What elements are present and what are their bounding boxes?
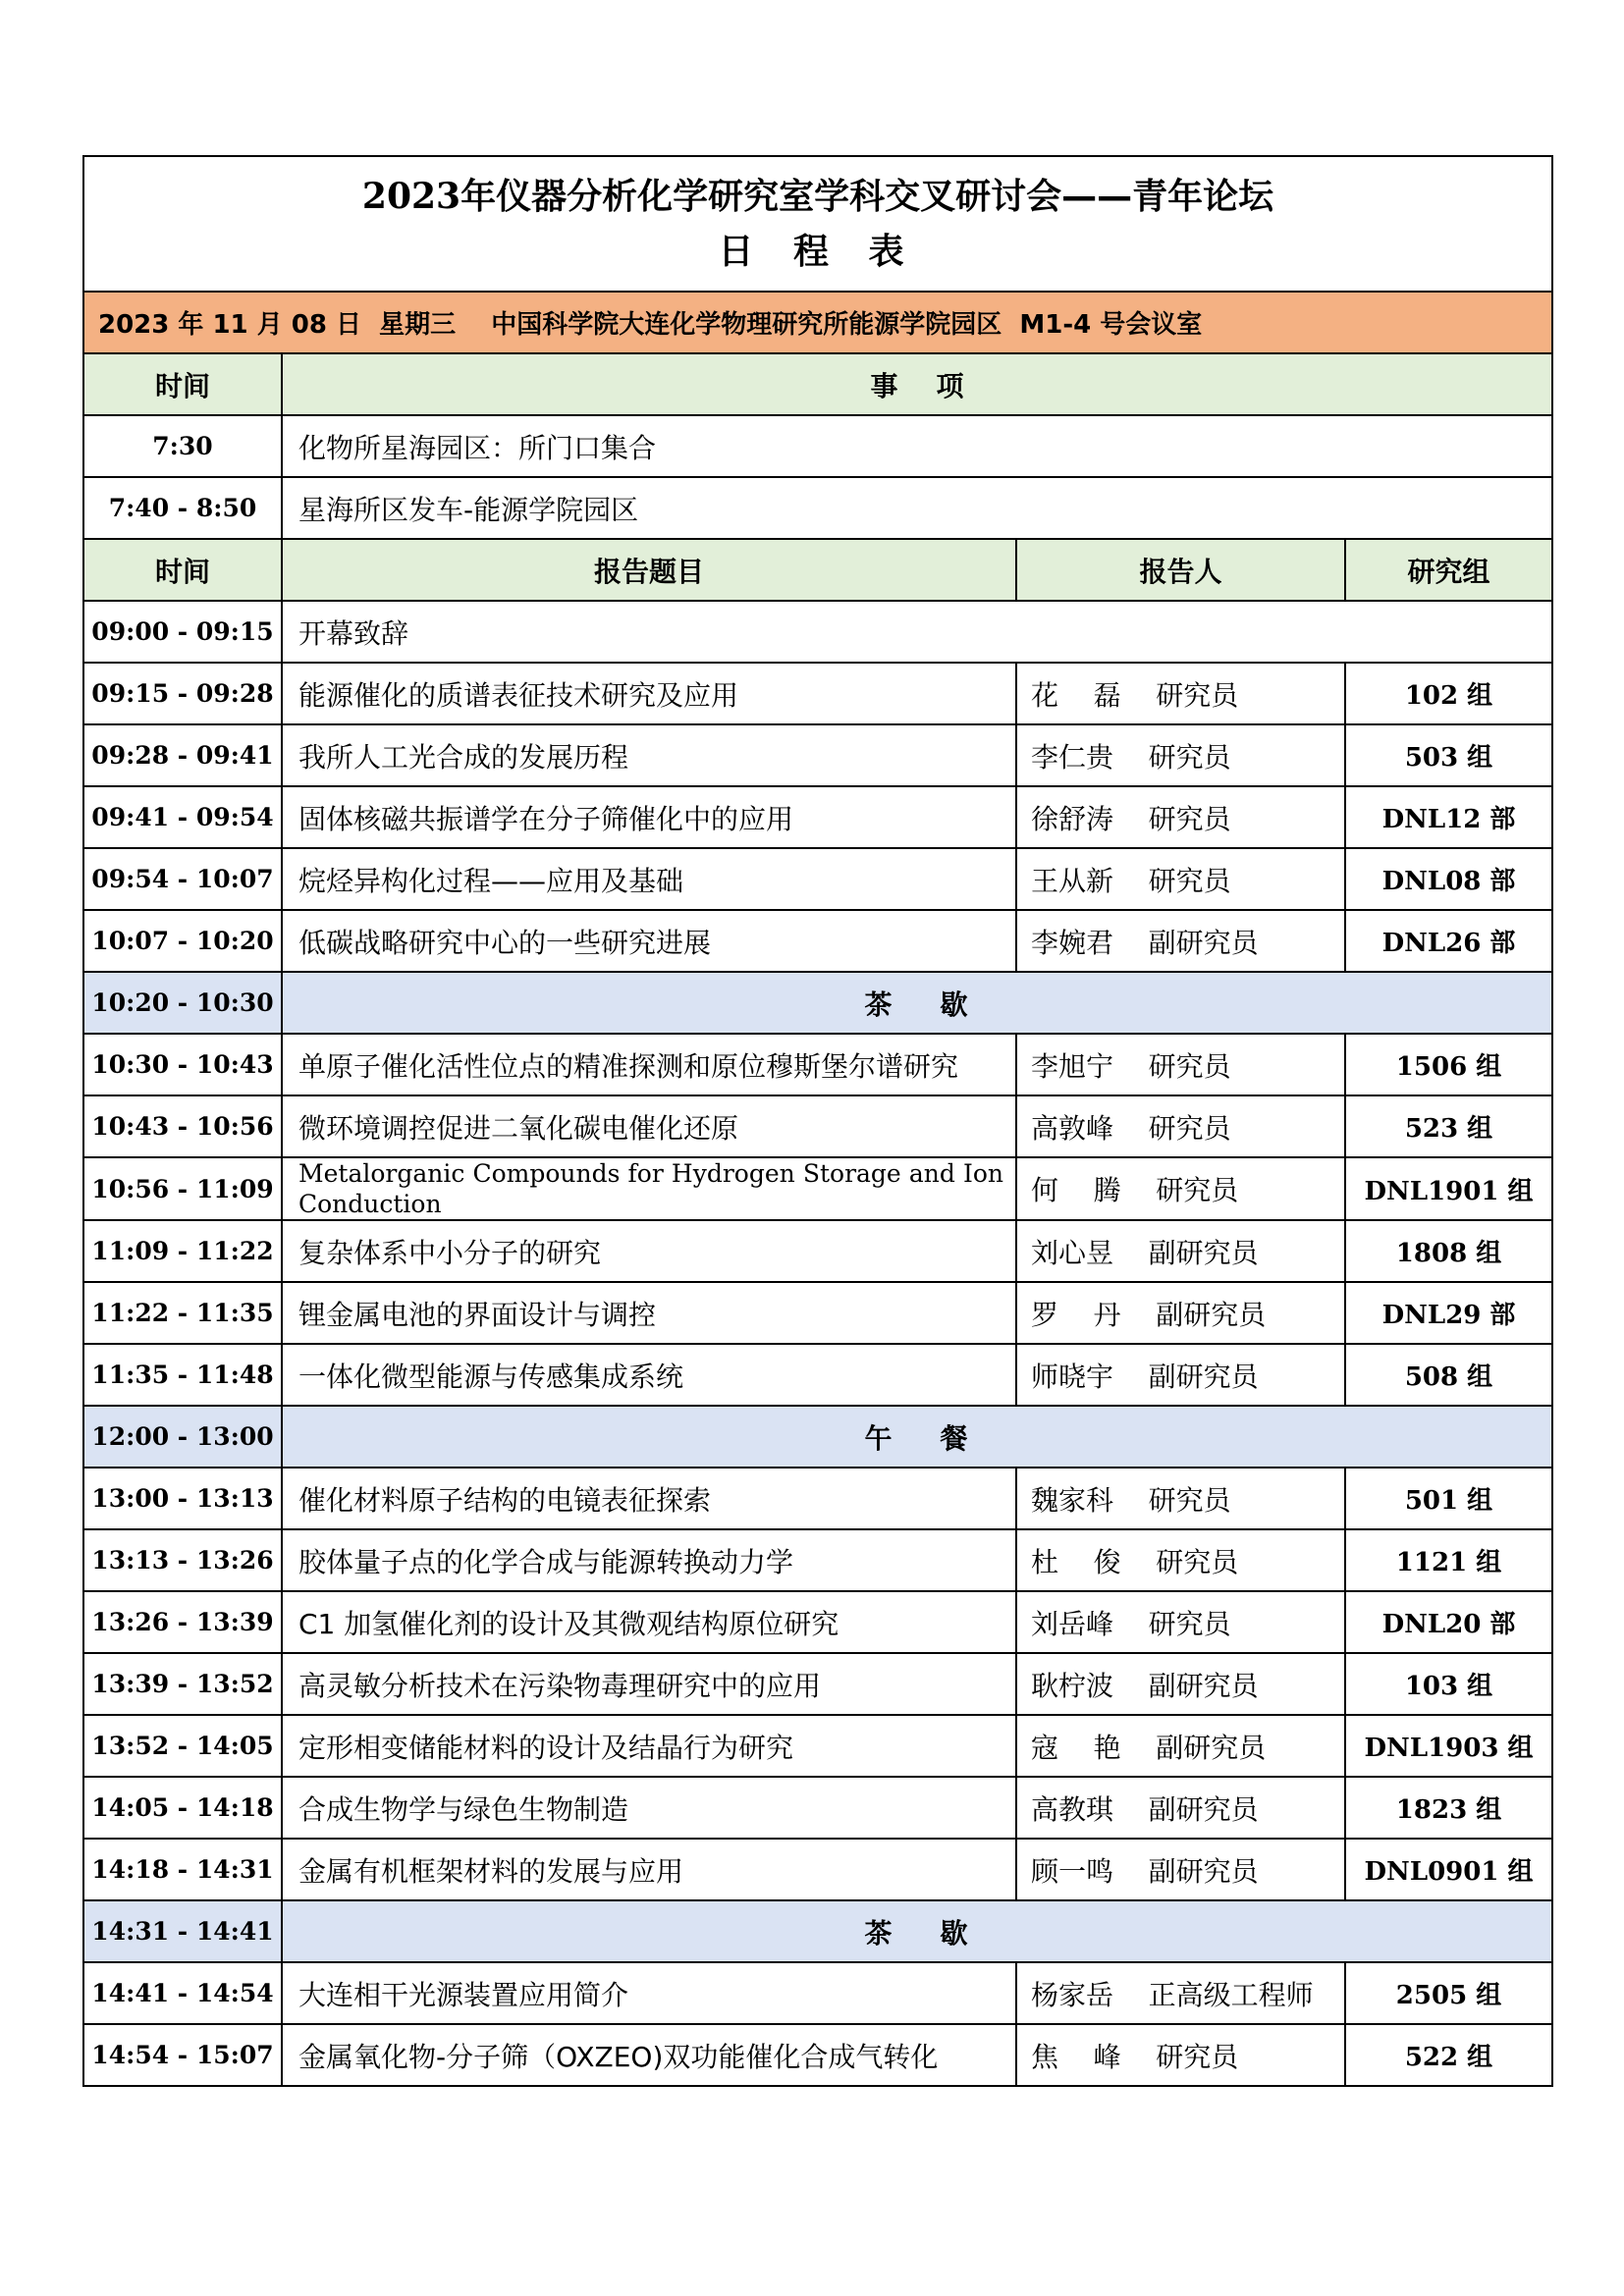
session-time: 09:00 - 09:15 [83, 601, 282, 663]
talk-speaker: 罗 丹 副研究员 [1016, 1282, 1345, 1344]
talk-group: 2505 组 [1345, 1962, 1552, 2024]
talk-group: DNL12 部 [1345, 786, 1552, 848]
talk-row [83, 1095, 1552, 1157]
talk-group: DNL1903 组 [1345, 1715, 1552, 1777]
talk-row [83, 1220, 1552, 1282]
talk-title: 烷烃异构化过程——应用及基础 [282, 848, 1016, 910]
talk-group: DNL0901 组 [1345, 1839, 1552, 1900]
talk-time: 14:41 - 14:54 [83, 1962, 282, 2024]
header-item: 事 项 [282, 353, 1552, 415]
talk-title: 单原子催化活性位点的精准探测和原位穆斯堡尔谱研究 [282, 1034, 1016, 1095]
talk-time: 10:30 - 10:43 [83, 1034, 282, 1095]
header-title: 报告题目 [282, 539, 1016, 601]
break-row [83, 972, 1552, 1034]
talk-row [83, 1839, 1552, 1900]
talk-title: 一体化微型能源与传感集成系统 [282, 1344, 1016, 1406]
talk-title: 大连相干光源装置应用简介 [282, 1962, 1016, 2024]
talk-title: 复杂体系中小分子的研究 [282, 1220, 1016, 1282]
talk-title: 合成生物学与绿色生物制造 [282, 1777, 1016, 1839]
header-row-events [83, 353, 1552, 415]
break-label: 茶 歇 [282, 972, 1552, 1034]
talk-time: 09:41 - 09:54 [83, 786, 282, 848]
pre-event-text: 化物所星海园区：所门口集合 [282, 415, 1552, 477]
talk-time: 13:26 - 13:39 [83, 1591, 282, 1653]
talk-time: 10:56 - 11:09 [83, 1157, 282, 1220]
talk-time: 09:28 - 09:41 [83, 724, 282, 786]
talk-time: 09:54 - 10:07 [83, 848, 282, 910]
talk-speaker: 王从新 研究员 [1016, 848, 1345, 910]
talk-speaker: 魏家科 研究员 [1016, 1468, 1345, 1529]
talk-group: DNL20 部 [1345, 1591, 1552, 1653]
talk-title: 我所人工光合成的发展历程 [282, 724, 1016, 786]
talk-group: 1506 组 [1345, 1034, 1552, 1095]
talk-speaker: 徐舒涛 研究员 [1016, 786, 1345, 848]
talk-speaker: 顾一鸣 副研究员 [1016, 1839, 1345, 1900]
talk-row [83, 1344, 1552, 1406]
talk-title: 胶体量子点的化学合成与能源转换动力学 [282, 1529, 1016, 1591]
header-row-talks [83, 539, 1552, 601]
talk-row [83, 1715, 1552, 1777]
talk-group: DNL26 部 [1345, 910, 1552, 972]
talk-speaker: 何 腾 研究员 [1016, 1157, 1345, 1220]
talk-time: 11:22 - 11:35 [83, 1282, 282, 1344]
header-time: 时间 [83, 353, 282, 415]
title-row [83, 156, 1552, 292]
break-row [83, 1900, 1552, 1962]
pre-event-row [83, 477, 1552, 539]
talk-time: 13:13 - 13:26 [83, 1529, 282, 1591]
talk-group: 508 组 [1345, 1344, 1552, 1406]
talk-speaker: 师晓宇 副研究员 [1016, 1344, 1345, 1406]
pre-event-text: 星海所区发车-能源学院园区 [282, 477, 1552, 539]
talk-group: DNL1901 组 [1345, 1157, 1552, 1220]
talk-speaker: 杜 俊 研究员 [1016, 1529, 1345, 1591]
talk-row [83, 724, 1552, 786]
talk-title: 能源催化的质谱表征技术研究及应用 [282, 663, 1016, 724]
break-time: 10:20 - 10:30 [83, 972, 282, 1034]
pre-event-time: 7:30 [83, 415, 282, 477]
talk-group: 1121 组 [1345, 1529, 1552, 1591]
session-row [83, 601, 1552, 663]
talk-time: 10:43 - 10:56 [83, 1095, 282, 1157]
talk-row [83, 1157, 1552, 1220]
page-title [84, 169, 1551, 225]
break-time: 12:00 - 13:00 [83, 1406, 282, 1468]
break-time: 14:31 - 14:41 [83, 1900, 282, 1962]
talk-group: 523 组 [1345, 1095, 1552, 1157]
talk-time: 14:54 - 15:07 [83, 2024, 282, 2086]
talk-title: 金属氧化物-分子筛（OXZEO)双功能催化合成气转化 [282, 2024, 1016, 2086]
schedule-table [82, 155, 1553, 2087]
talk-row [83, 910, 1552, 972]
header-time: 时间 [83, 539, 282, 601]
talk-speaker: 李旭宁 研究员 [1016, 1034, 1345, 1095]
title-text: 年仪器分析化学研究室学科交叉研讨会——青年论坛 [460, 176, 1274, 217]
talk-row [83, 1282, 1552, 1344]
talk-group: DNL08 部 [1345, 848, 1552, 910]
title-year: 2023 [361, 175, 461, 217]
talk-row [83, 1653, 1552, 1715]
title-cell [83, 156, 1552, 292]
schedule-page [82, 155, 1551, 2087]
talk-group: 501 组 [1345, 1468, 1552, 1529]
talk-time: 09:15 - 09:28 [83, 663, 282, 724]
talk-title: 催化材料原子结构的电镜表征探索 [282, 1468, 1016, 1529]
break-label: 午 餐 [282, 1406, 1552, 1468]
header-speaker: 报告人 [1016, 539, 1345, 601]
talk-title: 微环境调控促进二氧化碳电催化还原 [282, 1095, 1016, 1157]
page-subtitle: 日 程 表 [718, 231, 918, 272]
talk-speaker: 高教琪 副研究员 [1016, 1777, 1345, 1839]
talk-row [83, 1591, 1552, 1653]
talk-time: 11:35 - 11:48 [83, 1344, 282, 1406]
talk-speaker: 焦 峰 研究员 [1016, 2024, 1345, 2086]
talk-title: 低碳战略研究中心的一些研究进展 [282, 910, 1016, 972]
talk-time: 13:39 - 13:52 [83, 1653, 282, 1715]
info-row [83, 292, 1552, 353]
talk-speaker: 高敦峰 研究员 [1016, 1095, 1345, 1157]
talk-time: 14:18 - 14:31 [83, 1839, 282, 1900]
talk-row [83, 1468, 1552, 1529]
talk-group: 102 组 [1345, 663, 1552, 724]
talk-group: DNL29 部 [1345, 1282, 1552, 1344]
talk-speaker: 花 磊 研究员 [1016, 663, 1345, 724]
talk-time: 11:09 - 11:22 [83, 1220, 282, 1282]
talk-group: 103 组 [1345, 1653, 1552, 1715]
talk-row [83, 1777, 1552, 1839]
talk-speaker: 李仁贵 研究员 [1016, 724, 1345, 786]
talk-group: 1808 组 [1345, 1220, 1552, 1282]
talk-speaker: 杨家岳 正高级工程师 [1016, 1962, 1345, 2024]
talk-title: 金属有机框架材料的发展与应用 [282, 1839, 1016, 1900]
talk-speaker: 耿柠波 副研究员 [1016, 1653, 1345, 1715]
break-label: 茶 歇 [282, 1900, 1552, 1962]
talk-speaker: 寇 艳 副研究员 [1016, 1715, 1345, 1777]
talk-row [83, 1529, 1552, 1591]
session-title: 开幕致辞 [282, 601, 1552, 663]
talk-title: 锂金属电池的界面设计与调控 [282, 1282, 1016, 1344]
pre-event-time: 7:40 - 8:50 [83, 477, 282, 539]
talk-time: 13:00 - 13:13 [83, 1468, 282, 1529]
talk-title: Metalorganic Compounds for Hydrogen Storage and Ion Conduction [282, 1157, 1016, 1220]
talk-group: 1823 组 [1345, 1777, 1552, 1839]
talk-row [83, 663, 1552, 724]
talk-row [83, 848, 1552, 910]
talk-group: 522 组 [1345, 2024, 1552, 2086]
talk-time: 14:05 - 14:18 [83, 1777, 282, 1839]
talk-row [83, 786, 1552, 848]
talk-speaker: 刘岳峰 研究员 [1016, 1591, 1345, 1653]
talk-row [83, 2024, 1552, 2086]
break-row [83, 1406, 1552, 1468]
date-venue-info: 2023 年 11 月 08 日 星期三 中国科学院大连化学物理研究所能源学院园区 M1-4 号会议室 [83, 292, 1552, 353]
talk-title: C1 加氢催化剂的设计及其微观结构原位研究 [282, 1591, 1016, 1653]
talk-title: 定形相变储能材料的设计及结晶行为研究 [282, 1715, 1016, 1777]
talk-row [83, 1962, 1552, 2024]
talk-time: 10:07 - 10:20 [83, 910, 282, 972]
talk-title: 固体核磁共振谱学在分子筛催化中的应用 [282, 786, 1016, 848]
talk-group: 503 组 [1345, 724, 1552, 786]
talk-speaker: 李婉君 副研究员 [1016, 910, 1345, 972]
talk-row [83, 1034, 1552, 1095]
talk-speaker: 刘心昱 副研究员 [1016, 1220, 1345, 1282]
header-group: 研究组 [1345, 539, 1552, 601]
talk-time: 13:52 - 14:05 [83, 1715, 282, 1777]
pre-event-row [83, 415, 1552, 477]
talk-title: 高灵敏分析技术在污染物毒理研究中的应用 [282, 1653, 1016, 1715]
